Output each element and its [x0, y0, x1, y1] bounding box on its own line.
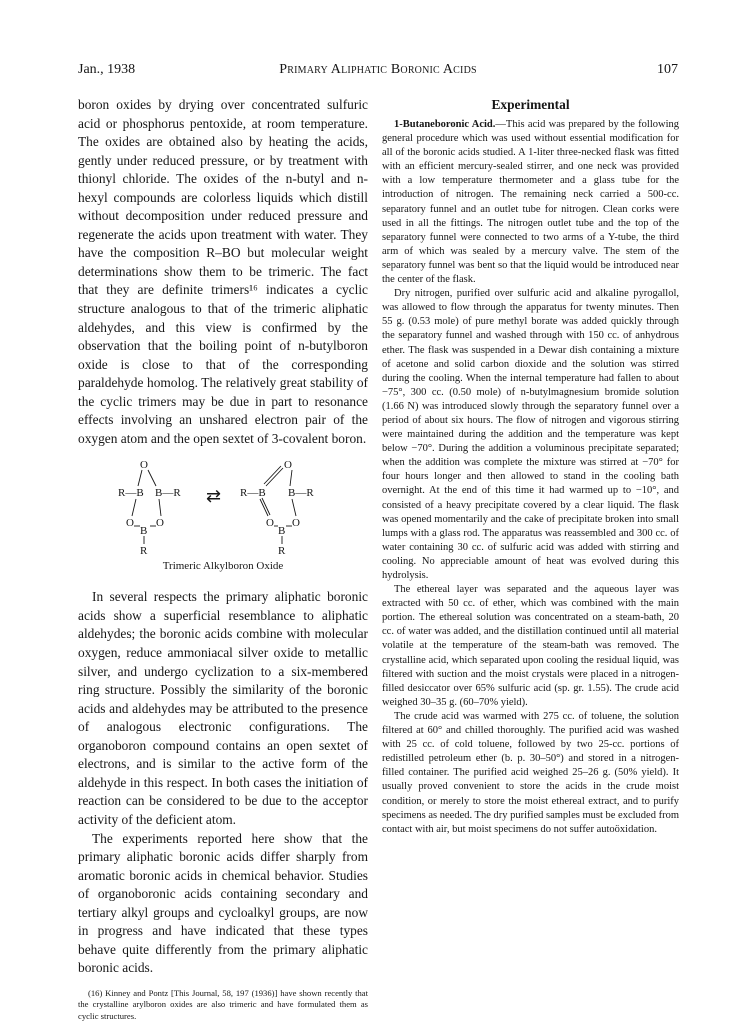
- right-column: [382, 96, 679, 837]
- ring2-bottom-left-o: O: [266, 517, 274, 530]
- footnote-16: (16) Kinney and Pontz [This Journal, 58, 197 (1936)] have shown recently that the crystalline arylboron oxides are also trimeric and have formulated them as cyclic structures.: [78, 987, 368, 1021]
- ring1-bottom-left-o: O: [126, 517, 134, 530]
- compound-heading: 1-Butaneboronic Acid.: [394, 119, 496, 130]
- ring1-bond-1: [138, 470, 142, 486]
- ring1-right-br: B—R: [155, 487, 181, 500]
- left-column: [78, 96, 368, 1022]
- ring1-left-rb: R—B: [118, 487, 144, 500]
- ring2-bond-4: [292, 499, 296, 516]
- ring1-bond-2: [148, 470, 156, 486]
- header-running-title: Primary Aliphatic Boronic Acids: [279, 62, 477, 77]
- ring1-bond-4: [159, 499, 161, 516]
- right-paragraph-4: The crude acid was warmed with 275 cc. of toluene, the solution filtered at 60° and chilled thoroughly. The purified acid was washed with 25 cc. of cold toluene, followed by two 25-cc. portions of redistilled petroleum ether (b. p. 30–50°) and stored in a nitrogen-filled container. The purified acid weighed 25–26 g. (50% yield). It usually proved convenient to store the acids in the crude moist condition, or merely to store the moist ethereal extract, and to purify specimens as needed. The dry purified samples must be excluded from contact with air, but moist specimens do not suffer autoöxidation.: [382, 710, 679, 835]
- ring1-bottom-b: B: [140, 525, 148, 538]
- ring2-bond-2: [290, 470, 292, 486]
- ring1-bottom-r: R: [140, 545, 148, 558]
- trimeric-structure-diagram: [78, 454, 368, 558]
- left-paragraph-3: The experiments reported here show that the primary aliphatic boronic acids differ sharply from aromatic boronic acids in chemical behavior. Studies of organoboronic acids containing secondary and tertiary alkyl groups and cycloalkyl groups, are now in progress and have indicated that these types behave quite differently from the primary aliphatic boronic acids.: [78, 830, 368, 976]
- ring1-bottom-right-o: O: [156, 517, 164, 530]
- equilibrium-arrow: ⇄: [206, 486, 222, 507]
- structure-svg: [78, 454, 368, 558]
- right-paragraph-1: [382, 118, 679, 287]
- ring2-top-o: O: [284, 459, 292, 472]
- ring2-bottom-b: B: [278, 525, 286, 538]
- right-paragraph-1-text: —This acid was prepared by the following general procedure which was used without essential modification for all of the boronic acids studied. A 1-liter three-necked flask was fitted with an efficient mercury-sealed stirrer, and one neck was provided with a low temperature thermometer and a glass tube for the introduction of nitrogen. The remaining neck carried a 500-cc. separatory funnel and an outlet tube for nitrogen. Clean corks were used in all the fittings. The nitrogen outlet tube and the top of the separatory funnel were connected to two arms of a Y-tube, the third arm of which was sealed by a mercury valve. The stem of the separatory funnel was bent so that the liquid would be introduced near the center of the flask.: [382, 119, 680, 286]
- left-paragraph-2: In several respects the primary aliphatic boronic acids show a superficial resemblance to aliphatic aldehydes; the boronic acids combine with molecular oxygen, reduce ammoniacal silver oxide to metallic silver, and undergo cyclization to a six-membered ring structure. Possibly the similarity of the boronic acids and aldehydes may be attributed to the presence of analogous electronic configurations. The organoboron compound contains an open sextet of electrons, and is similar to the active form of the aldehyde in this respect. In both cases the initiation of reaction can be considered to be due to the acceptor activity of the deficient atom.: [78, 589, 368, 827]
- ring2-left-rb: R—B: [240, 487, 266, 500]
- ring2-bond-1: [266, 468, 283, 486]
- ring2-bottom-right-o: O: [292, 517, 300, 530]
- header-date: Jan., 1938: [78, 62, 136, 77]
- right-paragraph-3: The ethereal layer was separated and the aqueous layer was extracted with 50 cc. of ether, which was combined with the main portion. The ethereal solution was concentrated on a steam-bath, 20 cc. of water was added, and the distillation continued until all material volatile at the temperature of the steam-bath was removed. The crystalline acid, which separated upon cooling the residual liquid, was filtered with suction and the moist crystals were placed in a nitrogen-filled desiccator over 65% sulfuric acid (sp. gr. 1.55). The crude acid weighed 30–35 g. (60–70% yield).: [382, 584, 679, 708]
- ring1-bond-3: [132, 499, 136, 516]
- ring2-bottom-r: R: [278, 545, 286, 558]
- header-page-number: 107: [657, 62, 678, 77]
- ring2-right-br: B—R: [288, 487, 314, 500]
- ring1-top-o: O: [140, 459, 148, 472]
- ring2-bond-1b: [264, 466, 281, 484]
- page-header: [78, 62, 678, 82]
- right-paragraph-2: Dry nitrogen, purified over sulfuric acid and alkaline pyrogallol, was allowed to flow through the apparatus for twenty minutes. Then 55 g. (0.53 mole) of pure methyl borate was added quickly through the separatory funnel and washed through with 150 cc. of anhydrous ether. The flask was suspended in a Dewar dish containing a mixture of acetone and solid carbon dioxide and the solution was stirred during the cooling. When the internal temperature had fallen to about −75°, 300 cc. (0.50 mole) of n-butylmagnesium bromide solution (1.66 N) was introduced slowly through the separatory funnel over a period of about six hours. The flow of nitrogen and vigorous stirring were maintained during the addition and the temperature was kept below −70°. During the addition a voluminous precipitate separated; when the addition was complete the mixture was stirred at −70° for four hours longer and then allowed to stand in the cooling bath overnight. At the end of this time it had warmed up to −10°, and consisted of a heavy precipitate covered by a clear liquid. The flask was opened momentarily and the cake of precipitate broken into small lumps with a glass rod. The apparatus was reassembled and 300 cc. of water containing 30 cc. of sulfuric acid was added with stirring and cooling. No appreciable amount of heat was evolved during this hydrolysis.: [382, 288, 679, 581]
- structure-caption: Trimeric Alkylboron Oxide: [162, 560, 284, 573]
- left-paragraph-1: boron oxides by drying over concentrated sulfuric acid or phosphorus pentoxide, at room temperature. The oxides are obtained also by heating the acids, gently under reduced pressure, or by treatment with thionyl chloride. The oxides of the n-butyl and n-hexyl compounds are colorless liquids which distill without decomposition under reduced pressure and regenerate the acids upon treatment with water. They have the composition R–BO but molecular weight determinations show them to be trimeric. The fact that they are definite trimers¹⁶ indicates a cyclic structure analogous to that of the trimeric aliphatic aldehydes, and this view is confirmed by the observation that the boiling point of n-butylboron oxide is close to that of the corresponding paraldehyde homolog. The relatively great stability of the cyclic trimers may be due in part to resonance effects involving an unshared electron pair of the oxygen atom and the open sextet of 3-covalent boron.: [78, 97, 368, 446]
- section-title-experimental: Experimental: [491, 97, 570, 112]
